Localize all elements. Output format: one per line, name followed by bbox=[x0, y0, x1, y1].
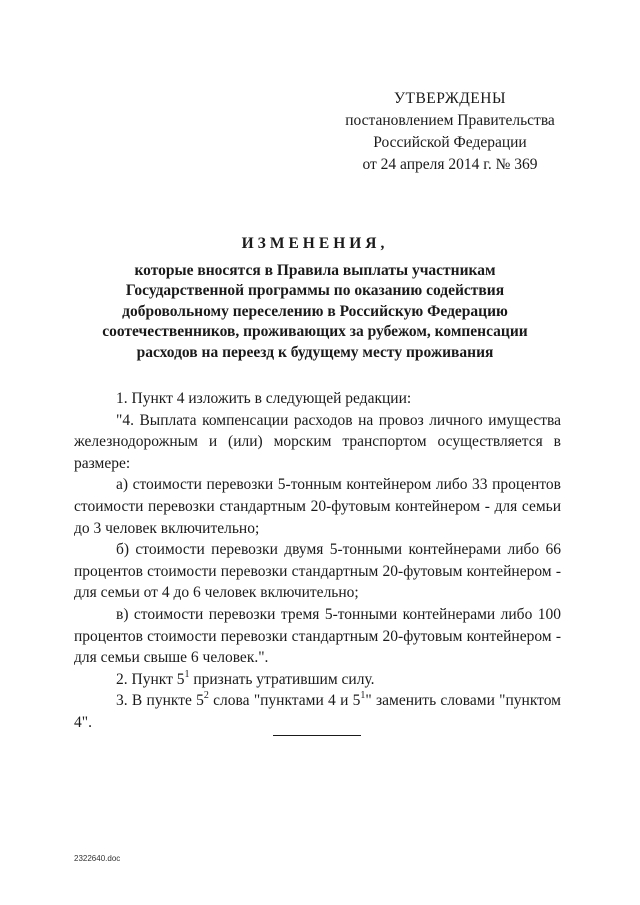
approval-heading: УТВЕРЖДЕНЫ bbox=[394, 90, 506, 107]
paragraph-2: "4. Выплата компенсации расходов на провоз личного имущества железнодорожным и (или) морским транспортом осуществляется в размере: bbox=[74, 411, 561, 472]
paragraph-4: б) стоимости перевозки двумя 5-тонными контейнерами либо 66 процентов стоимости перевозки стандартным 20-футовым контейнером - для семьи от 4 до 6 человек включительно; bbox=[74, 541, 561, 602]
approval-line-2: Российской Федерации bbox=[373, 134, 527, 151]
document-title bbox=[90, 234, 540, 363]
paragraph-7-part-2: слова "пунктами 4 и 5 bbox=[208, 692, 361, 710]
approval-block bbox=[330, 88, 570, 176]
title-line-4: соотечественников, проживающих за рубежом, компенсации bbox=[102, 323, 528, 340]
paragraph-6-start: 2. Пункт 5 bbox=[116, 670, 185, 688]
paragraph-6-superscript: 1 bbox=[184, 668, 190, 680]
paragraph-7-superscript-2: 1 bbox=[360, 690, 366, 702]
title-heading: ИЗМЕНЕНИЯ, bbox=[241, 235, 389, 252]
paragraph-7-superscript-1: 2 bbox=[203, 690, 209, 702]
paragraph-7-part-1: 3. В пункте 5 bbox=[116, 692, 204, 710]
title-line-3: добровольному переселению в Российскую Федерацию bbox=[122, 302, 508, 320]
paragraph-6-end: признать утратившим силу. bbox=[189, 670, 375, 688]
approval-line-1: постановлением Правительства bbox=[345, 112, 555, 129]
title-line-1: которые вносятся в Правила выплаты участникам bbox=[134, 261, 496, 279]
document-file-id: 2322640.doc bbox=[74, 854, 121, 863]
approval-line-3: от 24 апреля 2014 г. № 369 bbox=[362, 156, 538, 173]
title-line-2: Государственной программы по оказанию содействия bbox=[125, 282, 505, 299]
title-line-5: расходов на переезд к будущему месту проживания bbox=[136, 343, 494, 361]
paragraph-5: в) стоимости перевозки тремя 5-тонными контейнерами либо 100 процентов стоимости перевозки стандартным 20-футовым контейнером - для семьи свыше 6 человек.". bbox=[74, 605, 561, 667]
paragraph-3: а) стоимости перевозки 5-тонным контейнером либо 33 процентов стоимости перевозки стандартным 20-футовым контейнером - для семьи до 3 человек включительно; bbox=[74, 476, 561, 537]
paragraph-1: 1. Пункт 4 изложить в следующей редакции: bbox=[116, 390, 412, 407]
closing-divider bbox=[273, 735, 361, 736]
document-body bbox=[74, 388, 561, 734]
paragraph-6 bbox=[74, 669, 561, 691]
paragraph-7-part-3: " заменить словами "пунктом 4". bbox=[74, 692, 561, 731]
paragraph-7 bbox=[74, 690, 561, 733]
